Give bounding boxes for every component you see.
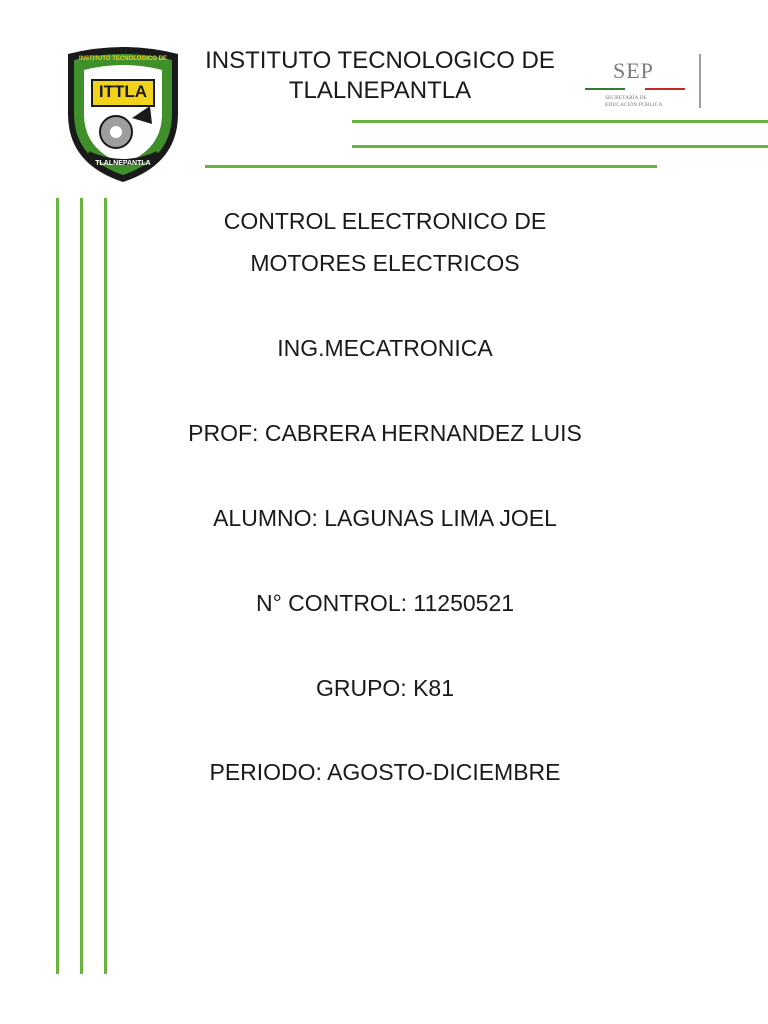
institute-title-line-1: INSTITUTO TECNOLOGICO DE bbox=[205, 47, 555, 74]
sep-word: SEP bbox=[613, 58, 654, 83]
control-number: N° CONTROL: 11250521 bbox=[255, 590, 515, 616]
top-divider-line bbox=[352, 145, 768, 148]
ittla-logo bbox=[58, 44, 188, 186]
sep-subtitle: SECRETARÍA DE EDUCACIÓN PÚBLICA bbox=[605, 95, 663, 108]
top-divider-line bbox=[205, 165, 657, 168]
group: GRUPO: K81 bbox=[315, 675, 455, 701]
subject-line-1: CONTROL ELECTRONICO DE bbox=[223, 208, 547, 234]
sep-logo bbox=[575, 52, 703, 116]
left-border-line bbox=[80, 198, 83, 974]
student: ALUMNO: LAGUNAS LIMA JOEL bbox=[213, 505, 557, 531]
left-border-line bbox=[56, 198, 59, 974]
left-border-line bbox=[104, 198, 107, 974]
period: PERIODO: AGOSTO-DICIEMBRE bbox=[209, 759, 561, 785]
institute-title-line-2: TLALNEPANTLA bbox=[288, 77, 472, 104]
career: ING.MECATRONICA bbox=[277, 335, 493, 361]
subject-line-2: MOTORES ELECTRICOS bbox=[250, 250, 520, 276]
logo-top-text: INSTITUTO TECNOLOGICO DE bbox=[79, 56, 167, 62]
logo-letters: ITTLA bbox=[98, 82, 148, 101]
logo-bottom-text: TLALNEPANTLA bbox=[95, 160, 151, 167]
professor: PROF: CABRERA HERNANDEZ LUIS bbox=[188, 420, 582, 446]
institute-title bbox=[180, 46, 580, 106]
top-divider-line bbox=[352, 120, 768, 123]
